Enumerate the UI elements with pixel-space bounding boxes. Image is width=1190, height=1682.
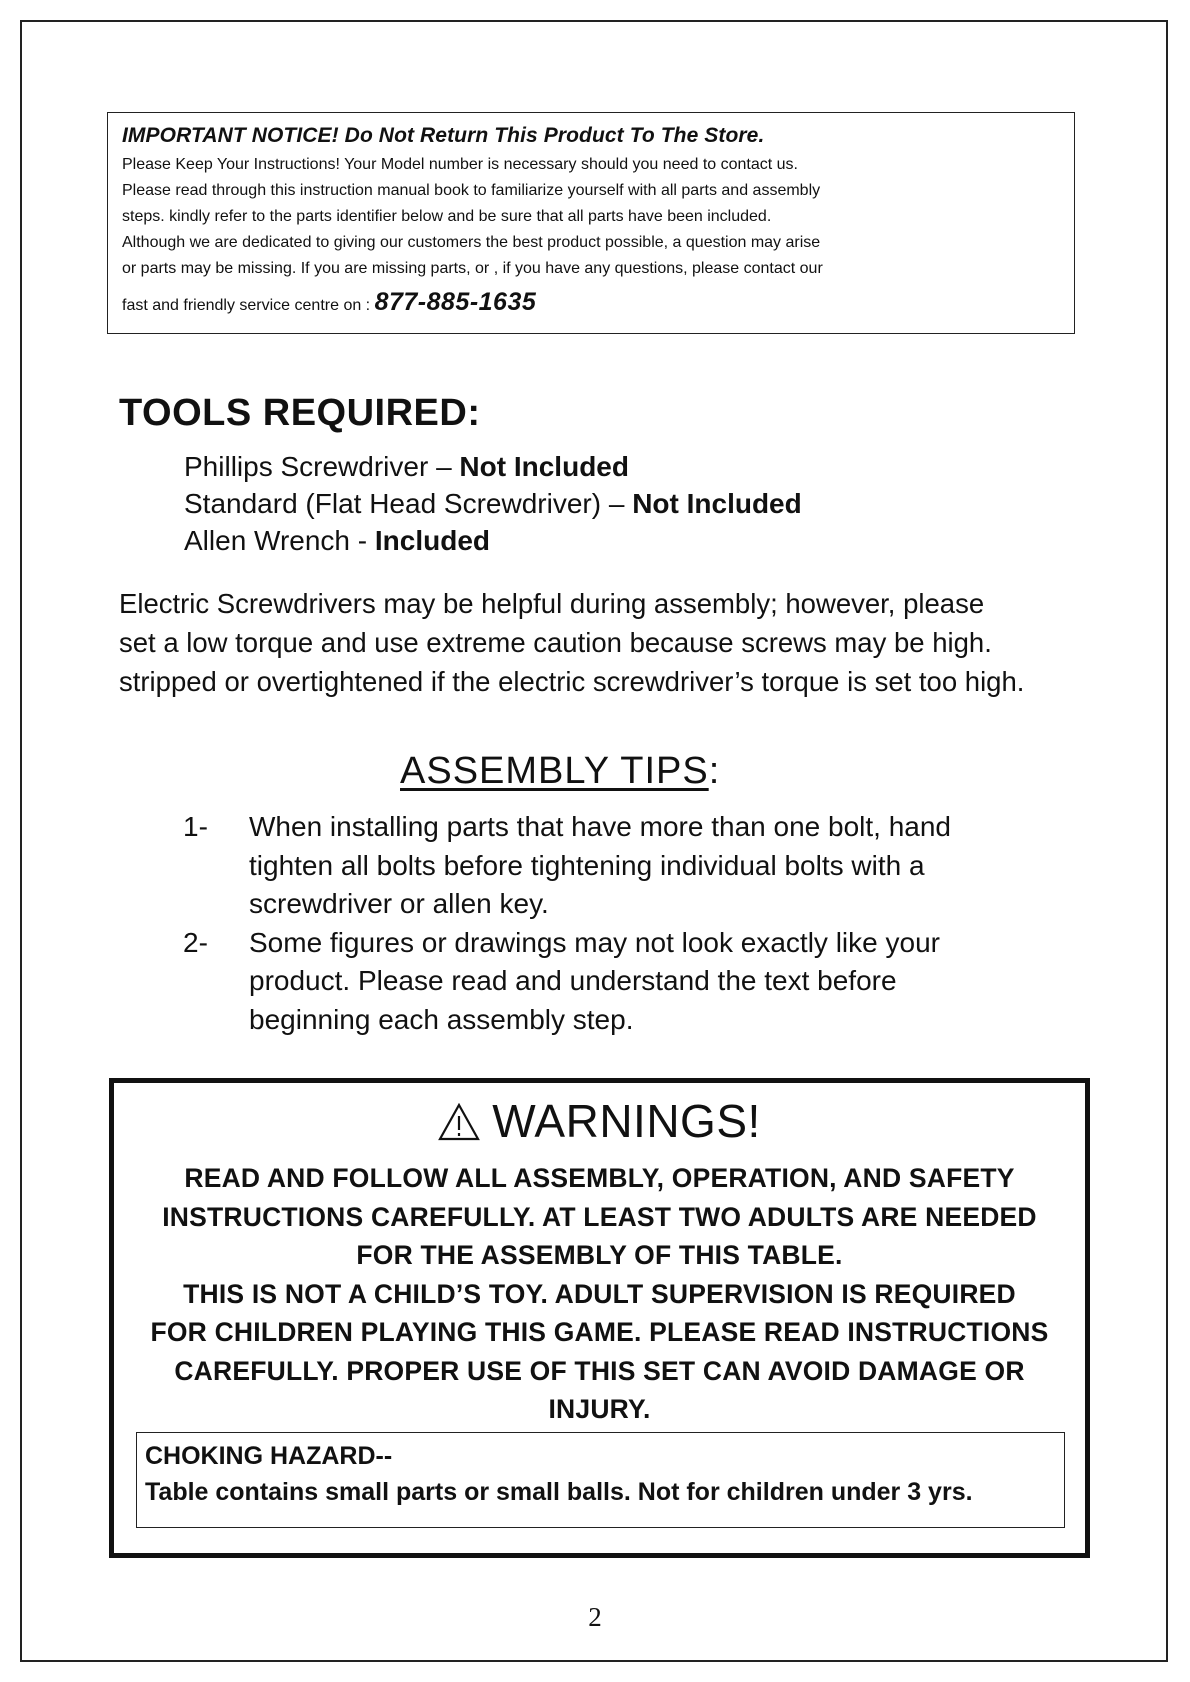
tip-line: tighten all bolts before tightening individual bolts with a	[249, 849, 925, 881]
warnings-title	[128, 1091, 1071, 1155]
tool-status: Included	[374, 525, 491, 556]
tip-line: product. Please read and understand the text before	[249, 965, 897, 996]
tip-number: 2-	[183, 926, 208, 958]
tool-status: Not Included	[632, 488, 802, 519]
choking-hazard-text: Table contains small parts or small balls. Not for children under 3 yrs.	[145, 1478, 973, 1506]
important-notice-box	[107, 112, 1075, 334]
warning-line: FOR CHILDREN PLAYING THIS GAME. PLEASE READ INSTRUCTIONS	[150, 1317, 1049, 1347]
tool-status: Not Included	[459, 451, 629, 482]
phone-prefix: fast and friendly service centre on :	[122, 297, 375, 314]
tip-line: beginning each assembly step.	[249, 1003, 634, 1035]
warning-line: INSTRUCTIONS CAREFULLY. AT LEAST TWO ADULTS ARE NEEDED	[162, 1201, 1037, 1232]
notice-line: steps. kindly refer to the parts identifier below and be sure that all parts have been included.	[122, 208, 772, 225]
tool-name: Allen Wrench -	[184, 525, 375, 556]
assembly-tips-heading-text: ASSEMBLY TIPS	[400, 750, 709, 792]
tip-text	[249, 924, 1043, 1040]
assembly-tip	[183, 924, 1043, 1040]
tip-line: screwdriver or allen key.	[249, 888, 549, 919]
notice-phone-line	[122, 288, 1062, 317]
tip-line: When installing parts that have more than one bolt, hand	[249, 811, 951, 842]
electric-note-line: stripped or overtightened if the electric screwdriver’s torque is set too high.	[119, 666, 1025, 697]
tool-name: Standard (Flat Head Screwdriver) –	[184, 488, 633, 519]
warning-line: THIS IS NOT A CHILD’S TOY. ADULT SUPERVISION IS REQUIRED	[183, 1278, 1016, 1309]
tip-text	[249, 808, 1043, 924]
tool-name: Phillips Screwdriver –	[184, 451, 460, 482]
assembly-tips-heading	[400, 750, 720, 793]
warning-triangle-icon	[438, 1095, 480, 1155]
notice-line: or parts may be missing. If you are missing parts, or , if you have any questions, please contact our	[122, 260, 823, 277]
tip-number: 1-	[183, 811, 208, 842]
warnings-title-text: WARNINGS!	[492, 1095, 761, 1147]
notice-line: Although we are dedicated to giving our customers the best product possible, a question may arise	[122, 234, 821, 251]
service-phone-number: 877-885-1635	[374, 288, 537, 316]
notice-line: Please Keep Your Instructions! Your Model number is necessary should you need to contact us.	[122, 156, 798, 173]
warning-line: INJURY.	[548, 1394, 651, 1424]
electric-note-line: set a low torque and use extreme caution because screws may be high.	[119, 627, 992, 658]
warning-line: READ AND FOLLOW ALL ASSEMBLY, OPERATION, AND SAFETY	[184, 1163, 1015, 1193]
tool-item-allen-wrench	[184, 522, 802, 559]
choking-hazard-title: CHOKING HAZARD--	[145, 1442, 393, 1470]
warnings-text	[128, 1159, 1071, 1429]
warning-line: FOR THE ASSEMBLY OF THIS TABLE.	[356, 1240, 843, 1270]
electric-screwdriver-note	[119, 584, 1149, 701]
tool-item-phillips	[184, 448, 802, 485]
tool-item-standard	[184, 485, 802, 522]
choking-hazard-box	[136, 1432, 1065, 1528]
tools-list	[184, 448, 802, 559]
notice-title: IMPORTANT NOTICE! Do Not Return This Product To The Store.	[122, 124, 765, 147]
assembly-tips-list	[183, 808, 1043, 1039]
warnings-box	[109, 1078, 1090, 1558]
page-number: 2	[588, 1602, 602, 1632]
warning-line: CAREFULLY. PROPER USE OF THIS SET CAN AVOID DAMAGE OR	[174, 1355, 1025, 1386]
notice-line: Please read through this instruction manual book to familiarize yourself with all parts and assembly	[122, 182, 821, 199]
electric-note-line: Electric Screwdrivers may be helpful during assembly; however, please	[119, 588, 985, 619]
tools-required-heading: TOOLS REQUIRED:	[119, 392, 481, 434]
assembly-tip	[183, 808, 1043, 924]
tip-line: Some figures or drawings may not look exactly like your	[249, 926, 940, 958]
assembly-tips-heading-colon: :	[708, 750, 721, 792]
